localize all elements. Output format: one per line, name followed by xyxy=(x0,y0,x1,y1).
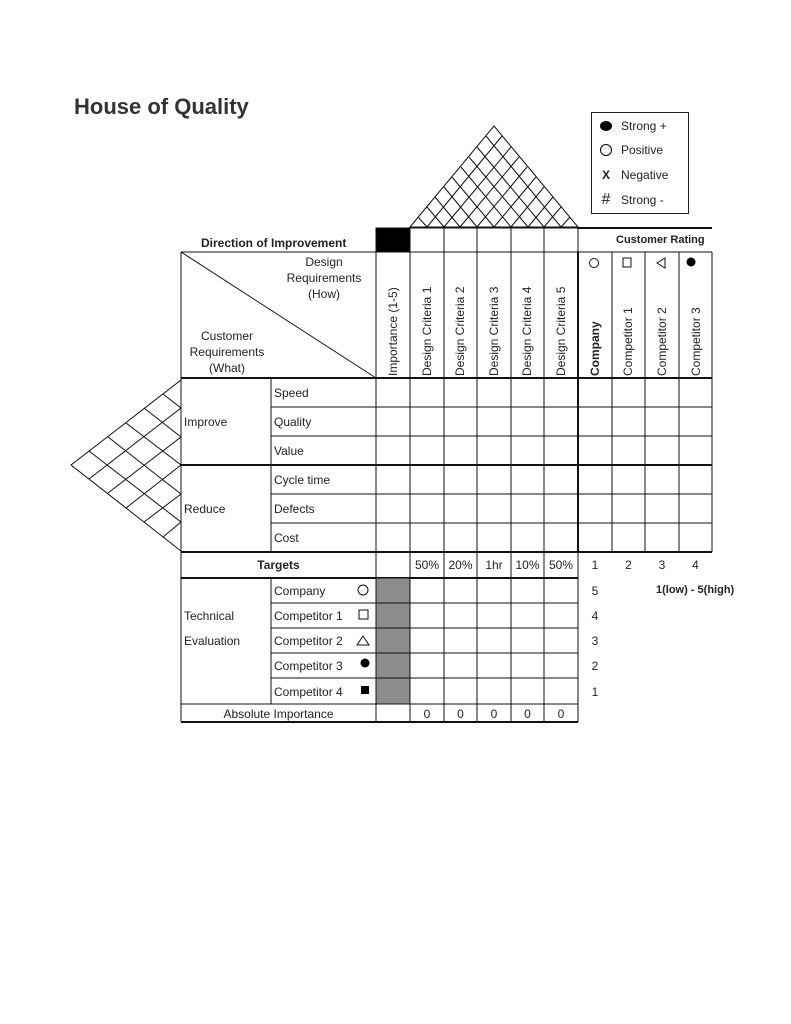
target-3: 1hr xyxy=(485,558,503,572)
legend-strong-negative: # Strong - xyxy=(592,189,688,211)
competitor-company: Company xyxy=(274,584,326,598)
design-requirements-line-1: Design xyxy=(305,255,343,269)
target-1: 50% xyxy=(414,558,440,572)
column-header-design-criteria-1: Design Criteria 1 xyxy=(420,286,434,376)
requirement-cost: Cost xyxy=(274,531,299,545)
rating-header-competitor-3: Competitor 3 xyxy=(689,307,703,376)
targets-label: Targets xyxy=(257,558,300,572)
tech-scale-5: 5 xyxy=(591,584,599,598)
rating-scale-2: 2 xyxy=(625,558,632,572)
group-reduce: Reduce xyxy=(184,502,226,516)
absolute-importance-3: 0 xyxy=(490,707,498,721)
design-requirements-line-3: (How) xyxy=(308,287,340,301)
competitor-4: Competitor 4 xyxy=(274,685,343,699)
rating-scale-1: 1 xyxy=(591,558,599,572)
page-title: House of Quality xyxy=(74,94,249,119)
competitor-3: Competitor 3 xyxy=(274,659,343,673)
requirement-quality: Quality xyxy=(274,415,312,429)
competitor-2: Competitor 2 xyxy=(274,634,343,648)
x-icon: X xyxy=(601,168,610,182)
rating-scale-3: 3 xyxy=(658,558,666,572)
column-header-design-criteria-3: Design Criteria 3 xyxy=(487,286,501,376)
requirement-speed: Speed xyxy=(274,386,309,400)
legend-strong-positive: Strong + xyxy=(592,115,688,137)
target-5: 50% xyxy=(548,558,574,572)
tech-eval-line-1: Technical xyxy=(184,609,235,623)
legend-negative: X Negative xyxy=(592,164,688,186)
tech-scale-3: 3 xyxy=(591,634,599,648)
absolute-importance-label: Absolute Importance xyxy=(223,707,334,721)
column-header-design-criteria-2: Design Criteria 2 xyxy=(453,286,467,376)
competitor-1: Competitor 1 xyxy=(274,609,343,623)
tech-eval-line-2: Evaluation xyxy=(184,634,241,648)
column-header-design-criteria-4: Design Criteria 4 xyxy=(520,286,534,376)
hash-icon: # xyxy=(601,191,611,208)
tech-scale-1: 1 xyxy=(591,685,599,699)
absolute-importance-4: 0 xyxy=(524,707,531,721)
rating-header-competitor-2: Competitor 2 xyxy=(655,307,669,376)
customer-requirements-line-2: Requirements xyxy=(189,345,265,359)
target-4: 10% xyxy=(515,558,540,572)
customer-requirements-line-1: Customer xyxy=(200,329,253,343)
legend-positive: Positive xyxy=(592,139,688,161)
rating-scale-4: 4 xyxy=(692,558,699,572)
rating-header-company: Company xyxy=(588,321,602,376)
rating-header-competitor-1: Competitor 1 xyxy=(621,307,635,376)
scale-note: 1(low) - 5(high) xyxy=(656,584,735,596)
column-header-importance: Importance (1-5) xyxy=(386,287,400,376)
column-header-design-criteria-5: Design Criteria 5 xyxy=(554,286,568,376)
tech-scale-4: 4 xyxy=(591,609,599,623)
requirement-value: Value xyxy=(274,444,304,458)
absolute-importance-1: 0 xyxy=(423,707,431,721)
group-improve: Improve xyxy=(184,415,228,429)
absolute-importance-2: 0 xyxy=(457,707,464,721)
requirement-cycle-time: Cycle time xyxy=(274,473,331,487)
direction-of-improvement-label: Direction of Improvement xyxy=(201,236,347,250)
tech-scale-2: 2 xyxy=(591,659,599,673)
design-requirements-line-2: Requirements xyxy=(286,271,362,285)
absolute-importance-5: 0 xyxy=(557,707,565,721)
customer-rating-label: Customer Rating xyxy=(616,234,705,246)
customer-requirements-line-3: (What) xyxy=(209,361,245,375)
requirement-defects: Defects xyxy=(274,502,315,516)
target-2: 20% xyxy=(448,558,473,572)
